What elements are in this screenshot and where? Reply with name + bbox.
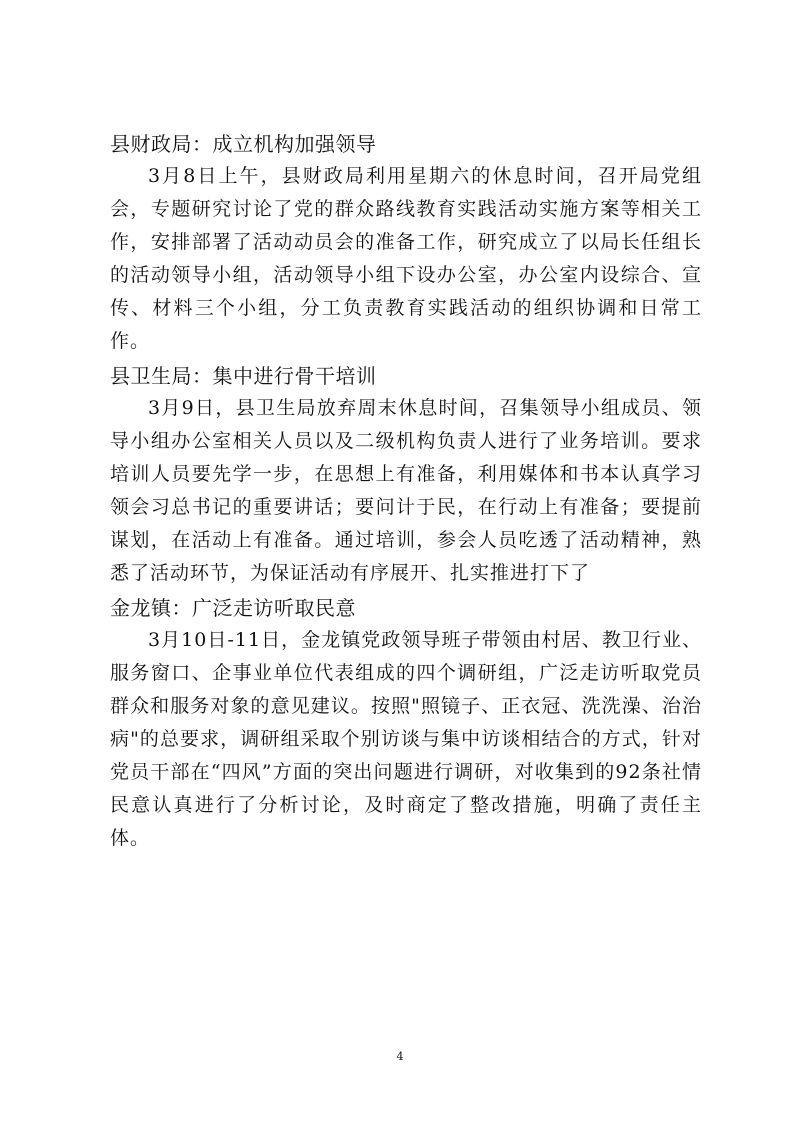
section-paragraph-jinlong-town: 3月10日-11日，金龙镇党政领导班子带领由村居、教卫行业、服务窗口、企事业单位代表组成的四个调研组，广泛走访听取党员群众和服务对象的意见建议。按照"照镜子、正衣冠、洗洗澡、治治病"的总要求，调研组采取个别访谈与集中访谈相结合的方式，针对党员干部在“四风”方面的突出问题进行调研，对收集到的92条社情民意认真进行了分析讨论，及时商定了整改措施，明确了责任主体。 xyxy=(110,629,702,849)
document-body xyxy=(110,128,702,857)
section-heading-finance-bureau: 县财政局：成立机构加强领导 xyxy=(110,132,377,156)
section-paragraph-health-bureau: 3月9日，县卫生局放弃周末休息时间，召集领导小组成员、领导小组办公室相关人员以及二级机构负责人进行了业务培训。要求培训人员要先学一步，在思想上有准备，利用媒体和书本认真学习领会习总书记的重要讲话；要问计于民，在行动上有准备；要提前谋划，在活动上有准备。通过培训，参会人员吃透了活动精神，熟悉了活动环节，为保证活动有序展开、扎实推进打下了 xyxy=(110,397,702,584)
section-paragraph-finance-bureau: 3月8日上午，县财政局利用星期六的休息时间，召开局党组会，专题研究讨论了党的群众路线教育实践活动实施方案等相关工作，安排部署了活动动员会的准备工作，研究成立了以局长任组长的活动领导小组，活动领导小组下设办公室，办公室内设综合、宣传、材料三个小组，分工负责教育实践活动的组织协调和日常工作。 xyxy=(110,165,702,352)
section-heading-health-bureau: 县卫生局：集中进行骨干培训 xyxy=(110,364,377,388)
page-number: 4 xyxy=(396,1050,404,1063)
section-heading-jinlong-town: 金龙镇：广泛走访听取民意 xyxy=(110,596,356,620)
